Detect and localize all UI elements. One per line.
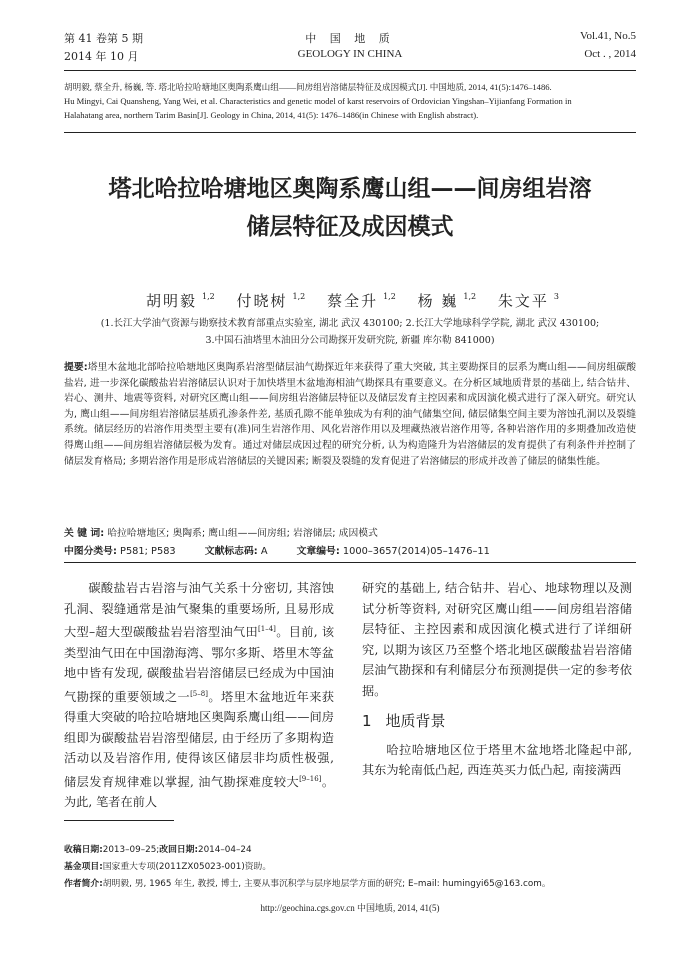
author: 蔡全升 $^{1,2}$ [327,292,396,310]
author: 胡明毅 $^{1,2}$ [146,292,215,310]
citation-en-line1: Hu Mingyi, Cai Quansheng, Yang Wei, et al. Characteristics and genetic model of karst reservoirs of Ordovician Yingshan–Yijianfang Formation in [64,96,572,106]
body-paragraph: 研究的基础上, 结合钻井、岩心、地球物理以及测试分析等资料, 对研究区鹰山组——间房组岩溶储层特征、主控因素和成因演化模式进行了详细研究, 以期为该区乃至整个塔北地区碳酸盐岩岩溶储层油气勘探和有利储层分布预测提供一定的参考依据。 [362,581,632,698]
doc-code-label: 文献标志码: [204,546,258,557]
author: 杨 巍 $^{1,2}$ [417,292,477,310]
article-title-line1: 塔北哈拉哈塘地区奥陶系鹰山组——间房组岩溶 [108,176,592,202]
volume-issue-en: Vol.41, No.5 [579,30,636,42]
article-no-value: 1000–3657(2014)05–1476–11 [342,546,490,557]
reference-marker: [9–16] [299,774,322,783]
journal-name-cn: 中 国 地 质 [305,32,395,45]
date-en: Oct . , 2014 [584,48,636,60]
footnote-funding: 基金项目:国家重大专项(2011ZX05023-001)资助。 [64,862,272,872]
footnote-author-bio: 作者简介:胡明毅, 男, 1965 年生, 教授, 博士, 主要从事沉积学与层序地层学方面的研究; E–mail: humingyi65@163.com。 [64,879,551,889]
section-number: 1 [362,712,372,730]
author-list [0,290,700,311]
running-header [64,28,636,68]
reference-marker: [1–4] [258,625,276,633]
date-cn: 2014 年 10 月 [64,50,139,63]
citation-divider [64,132,636,133]
doc-code-value: A [260,546,268,557]
section-title: 地质背景 [385,712,446,730]
section-heading [362,711,632,732]
keywords-label: 关 键 词: [64,528,105,539]
keywords [64,525,636,539]
body-column-right [362,578,632,781]
article-title-line2: 储层特征及成因模式 [246,214,454,240]
abstract [64,360,636,469]
affiliation-line1: (1.长江大学油气资源与勘察技术教育部重点实验室, 湖北 武汉 430100; 2.长江大学地球科学学院, 湖北 武汉 430100; [100,318,600,329]
journal-name-en: GEOLOGY IN CHINA [297,48,403,60]
abstract-text: 塔里木盆地北部哈拉哈塘地区奥陶系岩溶型储层油气勘探近年来获得了重大突破, 其主要勘探目的层系为鹰山组——间房组碳酸盐岩, 进一步深化碳酸盐岩岩溶储层认识对于加快塔里木盆地海相油气勘探具有重要意义。在分析区域地质背景的基础上, 结合钻井、岩心、测井、地震等资料, 对研究区鹰山组——间房组岩溶储层特征以及储层发育主控因素和成因演化模式进行了深入研究。研究认为, 鹰山组——间房组岩溶储层基质孔渗条件差, 基质孔隙不能单独成为有利的油气储集空间, 储层储集空间主要为溶蚀孔洞以及裂缝系统。储层经历的岩溶作用类型主要有(准)同生岩溶作用、风化岩溶作用以及埋藏热液岩溶作用等, 各种岩溶作用的多期叠加改造使得鹰山组——间房组岩溶储层极为发育。通过对储层成因过程的研究分析, 认为构造隆升为岩溶储层的发育提供了有利条件并控制了储层发育格局; 多期岩溶作用是形成岩溶储层的关键因素; 断裂及裂缝的发育促进了岩溶储层的形成并改善了储层的储集性能。 [64,362,636,467]
header-divider [64,70,636,71]
abstract-label: 提要: [64,362,88,373]
author: 付晓树 $^{1,2}$ [236,292,306,310]
classification-line [64,543,636,557]
volume-issue-cn: 第 41 卷第 5 期 [64,32,143,45]
citation-en-line2: Halahatang area, northern Tarim Basin[J]. Geology in China, 2014, 41(5): 1476–1486(in Chinese with English abstract). [64,110,479,120]
clc-value: P581; P583 [120,546,176,557]
body-column-left [64,578,334,813]
clc-label: 中图分类号: [64,546,117,557]
author: 朱文平 $^3$ [497,292,559,310]
reference-marker: [5–8] [190,689,208,698]
abstract-divider [64,562,636,563]
footnote-dates: 收稿日期:2013–09–25;改回日期:2014–04–24 [64,845,252,855]
citation-block [64,80,636,122]
citation-cn: 胡明毅, 蔡全升, 杨巍, 等. 塔北哈拉哈塘地区奥陶系鹰山组——间房组岩溶储层特征及成因模式[J]. 中国地质, 2014, 41(5):1476–1486. [64,82,552,92]
article-no-label: 文章编号: [296,546,340,557]
footnote-divider [64,820,174,821]
affiliation-line2: 3.中国石油塔里木油田分公司勘探开发研究院, 新疆 库尔勒 841000) [205,335,495,346]
keywords-text: 哈拉哈塘地区; 奥陶系; 鹰山组——间房组; 岩溶储层; 成因模式 [107,528,378,539]
body-paragraph: 碳酸盐岩古岩溶与油气关系十分密切, 其溶蚀孔洞、裂缝通常是油气聚集的重要场所, 且易形成大型–超大型碳酸盐岩岩溶型油气田[1–4]。目前, 该类型油气田在中国渤海湾、鄂尔多斯、塔里木等盆地中皆有发现, 碳酸盐岩岩溶储层已经成为中国油气勘探的重要领域之一[5–8]。塔里木盆地近年来获得重大突破的哈拉哈塘地区奥陶系鹰山组——间房组即为碳酸盐岩岩溶型储层, 由于经历了多期构造活动以及岩溶作用, 使得该区储层非均质性极强, 储层发育规律难以掌握, 油气勘探难度较大[9–16]。为此, 笔者在前人 [64,581,335,809]
body-paragraph: 哈拉哈塘地区位于塔里木盆地塔北隆起中部, 其东为轮南低凸起, 西连英买力低凸起, 南接满西 [362,742,632,777]
page-footer: http://geochina.cgs.gov.cn 中国地质, 2014, 41(5) [260,903,440,913]
